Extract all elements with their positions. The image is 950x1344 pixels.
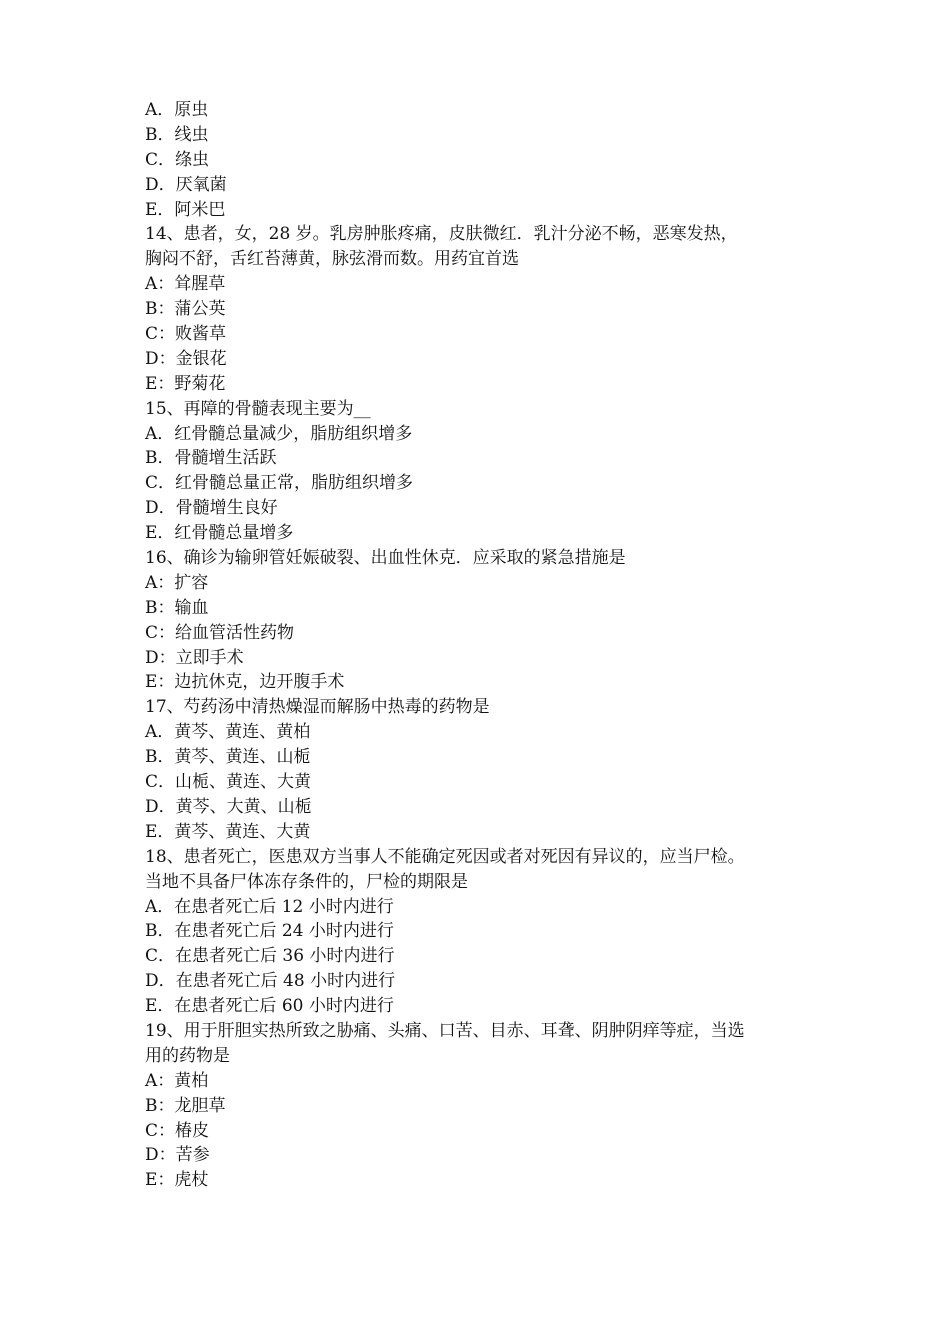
answer-option: B：龙胆草 bbox=[145, 1095, 226, 1116]
answer-option: E．阿米巴 bbox=[145, 199, 226, 220]
answer-option: A．黄芩、黄连、黄柏 bbox=[145, 722, 311, 743]
answer-option: A．在患者死亡后 12 小时内进行 bbox=[145, 896, 394, 917]
answer-option: D：立即手术 bbox=[145, 647, 244, 668]
answer-option: B：输血 bbox=[145, 597, 209, 618]
question-line: 18、患者死亡，医患双方当事人不能确定死因或者对死因有异议的，应当尸检。 bbox=[145, 846, 745, 867]
question-text bbox=[145, 695, 825, 720]
question-text bbox=[145, 546, 825, 571]
answer-option: A：黄柏 bbox=[145, 1070, 209, 1091]
answer-option: B：蒲公英 bbox=[145, 299, 226, 320]
answer-option: B．骨髓增生活跃 bbox=[145, 448, 277, 469]
answer-option: E：野菊花 bbox=[145, 373, 226, 394]
answer-option: C：给血管活性药物 bbox=[145, 622, 295, 643]
answer-option: D．厌氧菌 bbox=[145, 174, 227, 195]
answer-option: C．山栀、黄连、大黄 bbox=[145, 772, 312, 793]
answer-option: A：扩容 bbox=[145, 572, 209, 593]
answer-option: C．绦虫 bbox=[145, 149, 210, 170]
answer-option: D：苦参 bbox=[145, 1145, 210, 1166]
answer-option: E．红骨髓总量增多 bbox=[145, 523, 294, 544]
question-line: 用的药物是 bbox=[145, 1045, 230, 1066]
question-line: 19、用于肝胆实热所致之胁痛、头痛、口苦、目赤、耳聋、阴肿阴痒等症，当选 bbox=[145, 1020, 745, 1041]
answer-option: A．原虫 bbox=[145, 100, 209, 120]
answer-option: A．红骨髓总量减少，脂肪组织增多 bbox=[145, 423, 413, 444]
question-line: 胸闷不舒，舌红苔薄黄，脉弦滑而数。用药宜首选 bbox=[145, 249, 519, 270]
answer-option: E：边抗休克，边开腹手术 bbox=[145, 672, 345, 693]
answer-option: C．红骨髓总量正常，脂肪组织增多 bbox=[145, 473, 414, 494]
answer-option: D：金银花 bbox=[145, 348, 227, 369]
question-line: 当地不具备尸体冻存条件的，尸检的期限是 bbox=[145, 871, 468, 892]
answer-option: B．线虫 bbox=[145, 124, 209, 145]
answer-option: D．黄芩、大黄、山栀 bbox=[145, 796, 312, 817]
question-line: 16、确诊为输卵管妊娠破裂、出血性休克．应采取的紧急措施是 bbox=[145, 548, 626, 569]
question-line: 17、芍药汤中清热燥湿而解肠中热毒的药物是 bbox=[145, 697, 490, 718]
answer-option: C：败酱草 bbox=[145, 324, 227, 345]
answer-option: E：虎杖 bbox=[145, 1170, 209, 1191]
question-text bbox=[145, 845, 825, 895]
answer-option: C．在患者死亡后 36 小时内进行 bbox=[145, 946, 395, 967]
answer-option: C：椿皮 bbox=[145, 1120, 210, 1141]
answer-option: E．黄芩、黄连、大黄 bbox=[145, 821, 311, 842]
answer-option: B．黄芩、黄连、山栀 bbox=[145, 747, 311, 768]
answer-option: D．骨髓增生良好 bbox=[145, 498, 278, 519]
question-text bbox=[145, 1019, 825, 1069]
question-text bbox=[145, 222, 825, 272]
question-text bbox=[145, 397, 825, 422]
answer-option: A：耸腥草 bbox=[145, 274, 226, 295]
answer-option: E．在患者死亡后 60 小时内进行 bbox=[145, 996, 394, 1017]
document-body bbox=[145, 98, 825, 1193]
answer-option: D．在患者死亡后 48 小时内进行 bbox=[145, 971, 396, 992]
question-line: 15、再障的骨髓表现主要为__ bbox=[145, 398, 371, 419]
question-line: 14、患者，女，28 岁。乳房肿胀疼痛，皮肤微红．乳汁分泌不畅，恶寒发热， bbox=[145, 224, 738, 245]
answer-option: B．在患者死亡后 24 小时内进行 bbox=[145, 921, 394, 942]
